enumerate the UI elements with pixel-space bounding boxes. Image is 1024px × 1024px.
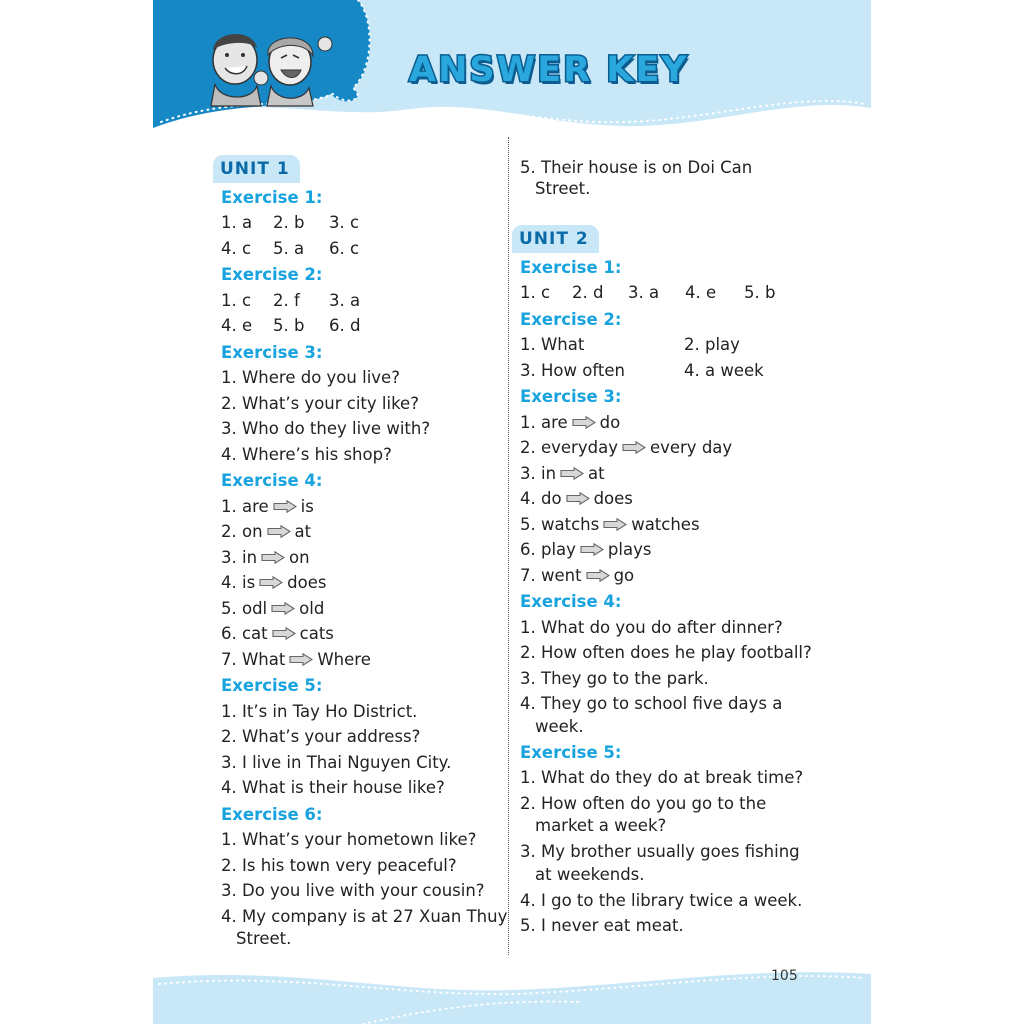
answer: 2. d bbox=[572, 283, 604, 302]
correct-word: does bbox=[287, 573, 327, 592]
right-arrow-icon bbox=[289, 653, 313, 666]
answer: 3. c bbox=[329, 213, 360, 232]
answer-line: 3. My brother usually goes fishing bbox=[520, 842, 800, 861]
unit-2-label: UNIT 2 bbox=[512, 225, 599, 253]
answer-line: 4. They go to school five days a bbox=[520, 694, 783, 713]
correct-word: old bbox=[299, 598, 325, 618]
wrong-word: 3. in bbox=[520, 463, 557, 483]
answer-line-continued: market a week? bbox=[535, 816, 667, 835]
correct-word: does bbox=[593, 489, 633, 508]
correct-word: Where bbox=[317, 649, 371, 669]
page-title: ANSWER KEY bbox=[409, 50, 689, 90]
answer-line: 3. I live in Thai Nguyen City. bbox=[221, 752, 452, 772]
correction-line bbox=[520, 435, 820, 461]
answer-line: 2. What’s your address? bbox=[221, 727, 421, 746]
wrong-word: 4. do bbox=[520, 489, 562, 508]
answer: 4. c bbox=[221, 238, 252, 258]
right-arrow-icon bbox=[272, 627, 296, 640]
wrong-word: 6. play bbox=[520, 540, 576, 559]
wrong-word: 1. are bbox=[221, 496, 269, 516]
answer: 2. b bbox=[273, 213, 305, 232]
answer-line: 3. Who do they live with? bbox=[221, 419, 431, 438]
right-arrow-icon bbox=[566, 492, 590, 505]
answer: 2. f bbox=[273, 290, 300, 310]
answer-line-continued: Street. bbox=[535, 179, 591, 198]
answer-key-page bbox=[153, 0, 871, 1024]
answer: 1. c bbox=[520, 283, 551, 302]
answer-line: 4. My company is at 27 Xuan Thuy bbox=[221, 906, 508, 926]
right-arrow-icon bbox=[560, 467, 584, 480]
answer: 5. b bbox=[273, 316, 305, 335]
wrong-word: 3. in bbox=[221, 547, 258, 567]
exercise-title: Exercise 1: bbox=[520, 257, 622, 277]
correction-line bbox=[520, 461, 820, 487]
exercise-title: Exercise 4: bbox=[221, 471, 323, 490]
wrong-word: 4. is bbox=[221, 573, 256, 592]
correct-word: on bbox=[289, 547, 310, 567]
exercise-title: Exercise 2: bbox=[221, 265, 323, 284]
exercise-title: Exercise 3: bbox=[520, 387, 622, 406]
exercise-title: Exercise 3: bbox=[221, 342, 323, 362]
answer: 4. a week bbox=[684, 360, 764, 380]
correction-line bbox=[520, 537, 820, 563]
wrong-word: 5. watchs bbox=[520, 514, 600, 534]
right-arrow-icon bbox=[261, 551, 285, 564]
right-arrow-icon bbox=[586, 569, 610, 582]
correction-line bbox=[520, 512, 820, 538]
column-divider bbox=[508, 137, 509, 955]
correction-line bbox=[520, 410, 820, 436]
right-arrow-icon bbox=[267, 525, 291, 538]
answer: 3. a bbox=[628, 283, 660, 302]
answer-row bbox=[221, 210, 501, 236]
correction-line bbox=[221, 596, 501, 622]
right-arrow-icon bbox=[259, 576, 283, 589]
answer-line: 4. I go to the library twice a week. bbox=[520, 890, 803, 910]
right-arrow-icon bbox=[603, 518, 627, 531]
wrong-word: 2. on bbox=[221, 522, 263, 541]
answer: 4. e bbox=[685, 283, 717, 302]
right-arrow-icon bbox=[273, 500, 297, 513]
unit-1-label: UNIT 1 bbox=[213, 155, 300, 183]
wrong-word: 6. cat bbox=[221, 624, 268, 643]
exercise-title: Exercise 2: bbox=[520, 309, 622, 329]
answer-line: 1. What do they do at break time? bbox=[520, 768, 804, 787]
wrong-word: 7. went bbox=[520, 565, 582, 585]
exercise-title: Exercise 5: bbox=[221, 676, 323, 695]
answer-line: 1. What’s your hometown like? bbox=[221, 830, 477, 849]
answer-line: 5. Their house is on Doi Can bbox=[520, 158, 753, 177]
correct-word: at bbox=[294, 522, 312, 541]
answer: 2. play bbox=[684, 335, 740, 354]
answer: 6. d bbox=[329, 316, 361, 335]
correct-word: go bbox=[613, 565, 635, 585]
right-arrow-icon bbox=[622, 441, 646, 454]
answer-line: 2. How often do you go to the bbox=[520, 793, 767, 813]
wrong-word: 1. are bbox=[520, 412, 568, 432]
answer: 1. c bbox=[221, 290, 252, 310]
footer-wave bbox=[153, 960, 871, 1024]
correction-line bbox=[520, 563, 820, 589]
answer-row bbox=[221, 313, 501, 339]
answer: 5. a bbox=[273, 238, 305, 258]
right-arrow-icon bbox=[580, 543, 604, 556]
answer-line: 5. I never eat meat. bbox=[520, 916, 684, 935]
answer-line: 4. Where’s his shop? bbox=[221, 444, 392, 464]
answer: 6. c bbox=[329, 238, 360, 258]
right-arrow-icon bbox=[271, 602, 295, 615]
correction-line bbox=[221, 519, 501, 545]
exercise-title: Exercise 4: bbox=[520, 592, 622, 611]
answer-line: 1. It’s in Tay Ho District. bbox=[221, 701, 418, 721]
answer-line-continued: week. bbox=[535, 716, 584, 736]
answer-row bbox=[520, 280, 820, 306]
page-number: 105 bbox=[771, 968, 798, 984]
correction-line bbox=[221, 647, 501, 673]
correction-line bbox=[520, 486, 820, 512]
correct-word: do bbox=[599, 412, 621, 432]
answer-line-continued: at weekends. bbox=[535, 864, 645, 884]
correction-line bbox=[221, 621, 501, 647]
answer-row bbox=[221, 236, 501, 262]
exercise-title: Exercise 6: bbox=[221, 804, 323, 824]
answer: 3. How often bbox=[520, 360, 625, 380]
exercise-title: Exercise 5: bbox=[520, 742, 622, 762]
left-column bbox=[220, 155, 508, 949]
answer: 3. a bbox=[329, 290, 361, 310]
wrong-word: 5. odl bbox=[221, 598, 268, 618]
correction-line bbox=[221, 545, 501, 571]
answer-row bbox=[221, 288, 501, 314]
wrong-word: 2. everyday bbox=[520, 438, 618, 457]
correction-line bbox=[221, 570, 501, 596]
answer-line: 3. They go to the park. bbox=[520, 668, 709, 688]
correct-word: every day bbox=[649, 438, 733, 457]
answer-line: 1. What do you do after dinner? bbox=[520, 617, 783, 637]
answer-line-continued: Street. bbox=[236, 929, 292, 948]
answer-row bbox=[520, 332, 820, 358]
correct-word: watches bbox=[631, 514, 700, 534]
answer-line: 4. What is their house like? bbox=[221, 778, 445, 797]
answer-line: 1. Where do you live? bbox=[221, 368, 400, 387]
correct-word: is bbox=[300, 496, 314, 516]
correct-word: plays bbox=[607, 540, 652, 559]
answer-row bbox=[520, 358, 820, 384]
answer: 5. b bbox=[744, 283, 776, 302]
correction-line bbox=[221, 494, 501, 520]
right-arrow-icon bbox=[572, 416, 596, 429]
answer-line: 2. What’s your city like? bbox=[221, 393, 419, 413]
right-column bbox=[520, 155, 820, 939]
answer-line: 2. Is his town very peaceful? bbox=[221, 855, 457, 875]
correct-word: at bbox=[588, 463, 605, 483]
answer: 4. e bbox=[221, 316, 253, 335]
answer: 1. a bbox=[221, 213, 253, 232]
answer-line: 3. Do you live with your cousin? bbox=[221, 881, 485, 900]
wrong-word: 7. What bbox=[221, 649, 286, 669]
answer: 1. What bbox=[520, 335, 585, 354]
correct-word: cats bbox=[299, 624, 334, 643]
exercise-title: Exercise 1: bbox=[221, 187, 323, 207]
answer-line: 2. How often does he play football? bbox=[520, 643, 812, 662]
